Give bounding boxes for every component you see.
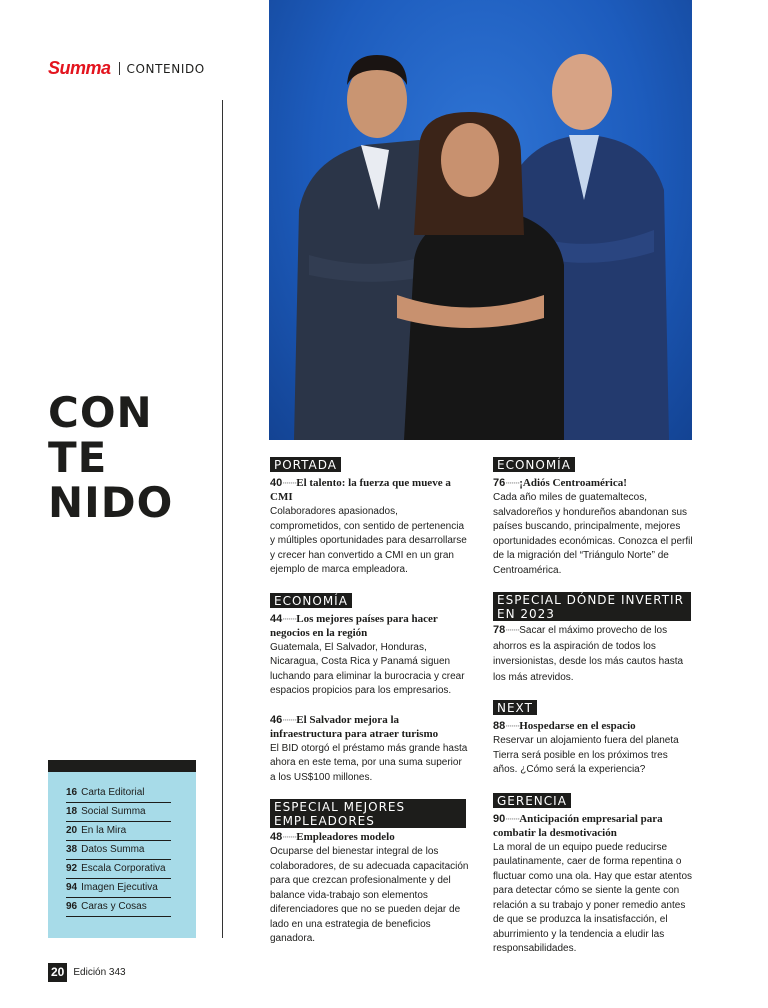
leader-dots: ······· — [282, 478, 297, 488]
section-gerencia — [493, 792, 693, 957]
title-line-1: CON — [48, 388, 153, 437]
article-page-number: 48 — [270, 831, 283, 843]
section-tag-line-2: EN 2023 — [497, 607, 555, 621]
title-line-3: NIDO — [48, 478, 174, 527]
section-tag-line-1: ESPECIAL DÓNDE INVERTIR — [497, 593, 684, 607]
vertical-rule — [222, 100, 223, 938]
leader-dots: ······· — [505, 813, 520, 824]
edition-label: Edición 343 — [73, 967, 126, 978]
article-headline[interactable] — [493, 812, 693, 840]
headline-text: Los mejores países para hacer negocios en la región — [270, 612, 438, 639]
index-page-number: 96 — [66, 901, 78, 912]
article-page-number: 78 — [493, 624, 506, 636]
article-summary: Guatemala, El Salvador, Honduras, Nicaragua, Costa Rica y Panamá siguen luchando para eliminar la burocracia y crear espacios propicios para los empresarios. — [270, 641, 465, 696]
index-item[interactable] — [66, 784, 171, 803]
index-page-number: 18 — [66, 806, 78, 817]
section-donde-invertir — [493, 592, 693, 685]
page-number: 20 — [48, 963, 67, 982]
index-page-number: 94 — [66, 882, 78, 893]
article-headline[interactable] — [493, 623, 693, 685]
headline-text: Anticipación empresarial para combatir la desmotivación — [493, 812, 663, 839]
index-label: Escala Corporativa — [81, 863, 166, 874]
article-summary: Ocuparse del bienestar integral de los colaboradores, de su adecuada capacitación para que crezcan profesionalmente y del balance vida-trabajo son elementos diferenciadores que no se pueden dejar de lado en una estrategia de beneficios ganadora. — [270, 846, 469, 944]
page-footer — [48, 963, 126, 982]
index-label: En la Mira — [81, 825, 127, 836]
article-headline[interactable] — [270, 713, 470, 741]
leader-dots: ······· — [282, 714, 297, 725]
page-title — [48, 390, 173, 525]
three-executives-illustration — [269, 0, 692, 440]
index-item[interactable] — [66, 860, 171, 879]
index-top-bar — [48, 760, 196, 772]
header-divider — [119, 62, 120, 75]
headline-text: ¡Adiós Centroamérica! — [519, 477, 627, 489]
article-page-number: 40 — [270, 477, 283, 489]
index-item[interactable] — [66, 879, 171, 898]
summa-logo: Summa — [48, 58, 111, 78]
headline-text: El talento: la fuerza que mueve a CMI — [270, 477, 451, 503]
leader-dots: ······· — [505, 721, 520, 731]
section-tag: ECONOMÍA — [493, 457, 575, 472]
index-label: Imagen Ejecutiva — [81, 882, 158, 893]
index-page-number: 92 — [66, 863, 78, 874]
headline-text: Hospedarse en el espacio — [519, 720, 636, 732]
cover-photo — [269, 0, 692, 440]
article-page-number: 46 — [270, 713, 283, 726]
index-item[interactable] — [66, 898, 171, 917]
article-headline[interactable] — [270, 612, 470, 640]
index-item[interactable] — [66, 841, 171, 860]
article-summary: Colaboradores apasionados, comprometidos, con sentido de pertenencia y múltiples oportunidades para desarrollarse y crecer han convertido a CMI en un gran ejemplo de marca empleadora. — [270, 506, 467, 575]
index-item[interactable] — [66, 822, 171, 841]
section-index-box — [48, 760, 196, 938]
leader-dots: ······· — [282, 832, 297, 842]
index-label: Carta Editorial — [81, 787, 145, 798]
headline-text: El Salvador mejora la infraestructura para atraer turismo — [270, 713, 439, 740]
article-summary: Reservar un alojamiento fuera del planeta Tierra será posible en los próximos tres años. ¿Cómo será la experiencia? — [493, 735, 679, 775]
headline-text: Empleadores modelo — [296, 831, 395, 843]
section-tag: NEXT — [493, 700, 537, 715]
article-page-number: 44 — [270, 612, 283, 625]
magazine-header — [48, 58, 205, 79]
article-headline[interactable] — [270, 476, 470, 504]
article-page-number: 90 — [493, 812, 506, 825]
article-summary: Sacar el máximo provecho de los ahorros es la aspiración de todos los inversionistas, desde los más cautos hasta los más atrevidos. — [493, 625, 684, 683]
article-summary: El BID otorgó el préstamo más grande hasta ahora en este tema, por una suma superior a los US$100 millones. — [270, 742, 468, 783]
article-headline[interactable] — [493, 719, 693, 733]
article-page-number: 88 — [493, 720, 506, 732]
section-tag-line-2: EMPLEADORES — [274, 814, 375, 828]
section-tag: ECONOMÍA — [270, 593, 352, 608]
contents-column-right — [493, 456, 693, 971]
section-tag — [493, 592, 691, 621]
article-summary: La moral de un equipo puede reducirse paulatinamente, caer de forma repentina o fluctuar como una ola. Hay que estar atentos para detectar cómo se siente la gente con relación a su trabajo y poner remedio antes de que se produzca la insatisfacción, el aburrimiento y la tendencia a eludir las responsabilidades. — [493, 841, 693, 954]
index-page-number: 20 — [66, 825, 78, 836]
section-next — [493, 699, 693, 778]
index-label: Caras y Cosas — [81, 901, 147, 912]
section-portada — [270, 456, 470, 578]
index-page-number: 38 — [66, 844, 78, 855]
section-index-list — [66, 784, 171, 917]
index-label: Datos Summa — [81, 844, 145, 855]
section-economia-right — [493, 456, 693, 578]
section-mejores-empleadores — [270, 799, 470, 947]
index-item[interactable] — [66, 803, 171, 822]
article-headline[interactable] — [493, 476, 693, 490]
article-summary: Cada año miles de guatemaltecos, salvadoreños y hondureños abandonan sus países buscando, principalmente, mejores oportunidades económicas. Conozca el perfil de la migración del “Triángulo Norte” de Centroamérica. — [493, 492, 693, 576]
index-page-number: 16 — [66, 787, 78, 798]
section-tag-line-1: ESPECIAL MEJORES — [274, 800, 406, 814]
contents-column-left — [270, 456, 470, 961]
article-headline[interactable] — [270, 830, 470, 844]
section-tag — [270, 799, 466, 828]
leader-dots: ······· — [282, 613, 297, 624]
leader-dots: ······· — [505, 478, 520, 488]
leader-dots: ······· — [505, 625, 520, 635]
section-economia-left — [270, 592, 470, 786]
section-label: CONTENIDO — [126, 61, 205, 76]
index-label: Social Summa — [81, 806, 146, 817]
section-tag: PORTADA — [270, 457, 341, 472]
title-line-2: TE — [48, 433, 108, 482]
section-tag: GERENCIA — [493, 793, 571, 808]
article-page-number: 76 — [493, 477, 506, 489]
